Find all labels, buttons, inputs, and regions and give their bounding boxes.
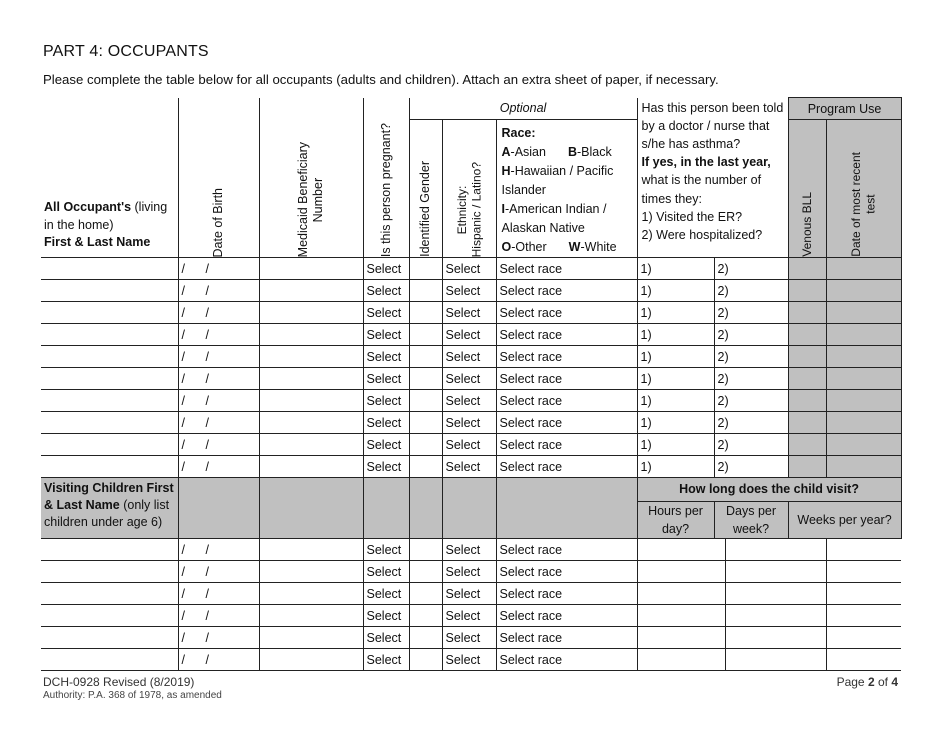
occupant-pregnant-select[interactable]: Select bbox=[363, 368, 409, 390]
occupant-race-select[interactable]: Select race bbox=[496, 456, 637, 478]
occupant-dob-field[interactable] bbox=[178, 456, 259, 478]
visitor-medicaid-field[interactable] bbox=[259, 649, 363, 671]
visitor-dob-field[interactable] bbox=[178, 583, 259, 605]
visitor-medicaid-field[interactable] bbox=[259, 561, 363, 583]
visitor-name-field[interactable] bbox=[41, 539, 178, 561]
medicaid-header: Medicaid Beneficiary Number bbox=[259, 98, 363, 258]
dob-header: Date of Birth bbox=[178, 98, 259, 258]
venous-bll-field bbox=[788, 302, 826, 324]
occupant-name-header: All Occupant's (living in the home) First & Last Name bbox=[41, 98, 178, 258]
page-title: PART 4: OCCUPANTS bbox=[43, 43, 209, 60]
visitor-gender-field[interactable] bbox=[409, 605, 442, 627]
date-slash: / bbox=[181, 349, 185, 364]
occupant-pregnant-select[interactable]: Select bbox=[363, 280, 409, 302]
date-slash: / bbox=[205, 371, 209, 386]
recent-test-field bbox=[826, 434, 901, 456]
occupant-medicaid-field[interactable] bbox=[259, 390, 363, 412]
shaded-cell bbox=[442, 478, 496, 539]
occupant-row bbox=[41, 324, 901, 346]
er-visits-field[interactable]: 1) bbox=[637, 302, 714, 324]
visitor-medicaid-field[interactable] bbox=[259, 627, 363, 649]
date-slash: / bbox=[181, 608, 185, 623]
date-slash: / bbox=[205, 586, 209, 601]
visitor-pregnant-select[interactable]: Select bbox=[363, 627, 409, 649]
recent-test-field bbox=[826, 368, 901, 390]
visitor-pregnant-select[interactable]: Select bbox=[363, 605, 409, 627]
occupant-race-select[interactable]: Select race bbox=[496, 434, 637, 456]
hospitalized-field[interactable]: 2) bbox=[714, 368, 788, 390]
visit-duration-header: How long does the child visit? bbox=[637, 478, 901, 502]
hours-per-day-field[interactable] bbox=[637, 539, 725, 561]
er-visits-field[interactable]: 1) bbox=[637, 258, 714, 280]
occupant-gender-field[interactable] bbox=[409, 390, 442, 412]
weeks-per-year-field[interactable] bbox=[826, 561, 901, 583]
date-slash: / bbox=[205, 542, 209, 557]
days-per-week-header: Days per week? bbox=[714, 502, 788, 539]
date-slash: / bbox=[205, 437, 209, 452]
occupant-row bbox=[41, 390, 901, 412]
hospitalized-field[interactable]: 2) bbox=[714, 434, 788, 456]
form-number: DCH-0928 Revised (8/2019) bbox=[43, 675, 195, 689]
er-visits-field[interactable]: 1) bbox=[637, 368, 714, 390]
occupant-medicaid-field[interactable] bbox=[259, 324, 363, 346]
occupant-gender-field[interactable] bbox=[409, 302, 442, 324]
occupant-name-field[interactable] bbox=[41, 434, 178, 456]
occupant-dob-field[interactable] bbox=[178, 434, 259, 456]
visitor-name-field[interactable] bbox=[41, 561, 178, 583]
visitor-dob-field[interactable] bbox=[178, 649, 259, 671]
visiting-child-row bbox=[41, 627, 901, 649]
occupants-table bbox=[41, 97, 902, 671]
occupant-ethnicity-select[interactable]: Select bbox=[442, 280, 496, 302]
visitor-medicaid-field[interactable] bbox=[259, 583, 363, 605]
days-per-week-field[interactable] bbox=[725, 539, 826, 561]
days-per-week-field[interactable] bbox=[725, 627, 826, 649]
hours-per-day-field[interactable] bbox=[637, 605, 725, 627]
date-slash: / bbox=[181, 371, 185, 386]
date-slash: / bbox=[181, 586, 185, 601]
occupant-pregnant-select[interactable]: Select bbox=[363, 434, 409, 456]
occupant-race-select[interactable]: Select race bbox=[496, 390, 637, 412]
occupant-name-field[interactable] bbox=[41, 346, 178, 368]
shaded-cell bbox=[363, 478, 409, 539]
occupant-gender-field[interactable] bbox=[409, 368, 442, 390]
occupant-name-field[interactable] bbox=[41, 390, 178, 412]
visitor-ethnicity-select[interactable]: Select bbox=[442, 539, 496, 561]
hospitalized-field[interactable]: 2) bbox=[714, 390, 788, 412]
date-slash: / bbox=[181, 305, 185, 320]
hours-per-day-field[interactable] bbox=[637, 649, 725, 671]
occupant-dob-field[interactable] bbox=[178, 390, 259, 412]
date-slash: / bbox=[181, 652, 185, 667]
date-slash: / bbox=[181, 327, 185, 342]
occupant-ethnicity-select[interactable]: Select bbox=[442, 258, 496, 280]
weeks-per-year-field[interactable] bbox=[826, 583, 901, 605]
er-visits-field[interactable]: 1) bbox=[637, 390, 714, 412]
venous-bll-field bbox=[788, 368, 826, 390]
date-slash: / bbox=[181, 459, 185, 474]
occupant-medicaid-field[interactable] bbox=[259, 258, 363, 280]
visitor-dob-field[interactable] bbox=[178, 605, 259, 627]
occupant-ethnicity-select[interactable]: Select bbox=[442, 346, 496, 368]
date-slash: / bbox=[205, 608, 209, 623]
occupant-race-select[interactable]: Select race bbox=[496, 302, 637, 324]
occupant-row bbox=[41, 368, 901, 390]
occupant-row bbox=[41, 456, 901, 478]
venous-bll-field bbox=[788, 324, 826, 346]
visitor-gender-field[interactable] bbox=[409, 583, 442, 605]
occupant-row bbox=[41, 434, 901, 456]
er-visits-field[interactable]: 1) bbox=[637, 324, 714, 346]
days-per-week-field[interactable] bbox=[725, 649, 826, 671]
occupant-medicaid-field[interactable] bbox=[259, 412, 363, 434]
race-key-header: Race: A-Asian B-Black H-Hawaiian / Pacific Islander I-American Indian / Alaskan Native O-Other W-White bbox=[496, 120, 637, 258]
occupant-row bbox=[41, 258, 901, 280]
occupant-race-select[interactable]: Select race bbox=[496, 412, 637, 434]
occupant-name-field[interactable] bbox=[41, 412, 178, 434]
days-per-week-field[interactable] bbox=[725, 605, 826, 627]
occupant-name-field[interactable] bbox=[41, 258, 178, 280]
occupant-race-select[interactable]: Select race bbox=[496, 258, 637, 280]
weeks-per-year-field[interactable] bbox=[826, 605, 901, 627]
recent-test-field bbox=[826, 280, 901, 302]
shaded-cell bbox=[496, 478, 637, 539]
visitor-dob-field[interactable] bbox=[178, 627, 259, 649]
visitor-name-field[interactable] bbox=[41, 627, 178, 649]
visitor-ethnicity-select[interactable]: Select bbox=[442, 627, 496, 649]
occupant-dob-field[interactable] bbox=[178, 302, 259, 324]
optional-header: Optional bbox=[409, 98, 637, 120]
visitor-race-select[interactable]: Select race bbox=[496, 605, 637, 627]
occupant-dob-field[interactable] bbox=[178, 258, 259, 280]
authority-note: Authority: P.A. 368 of 1978, as amended bbox=[43, 690, 222, 701]
occupant-gender-field[interactable] bbox=[409, 280, 442, 302]
occupant-row bbox=[41, 346, 901, 368]
visitor-ethnicity-select[interactable]: Select bbox=[442, 561, 496, 583]
date-slash: / bbox=[181, 437, 185, 452]
venous-bll-field bbox=[788, 434, 826, 456]
occupant-pregnant-select[interactable]: Select bbox=[363, 412, 409, 434]
venous-bll-field bbox=[788, 258, 826, 280]
occupant-race-select[interactable]: Select race bbox=[496, 280, 637, 302]
occupant-row bbox=[41, 302, 901, 324]
visitor-ethnicity-select[interactable]: Select bbox=[442, 605, 496, 627]
occupant-gender-field[interactable] bbox=[409, 258, 442, 280]
occupant-name-field[interactable] bbox=[41, 324, 178, 346]
visitor-medicaid-field[interactable] bbox=[259, 605, 363, 627]
visitor-gender-field[interactable] bbox=[409, 561, 442, 583]
instructions: Please complete the table below for all occupants (adults and children). Attach an extra sheet of paper, if necessary. bbox=[43, 72, 719, 87]
weeks-per-year-field[interactable] bbox=[826, 539, 901, 561]
date-slash: / bbox=[205, 349, 209, 364]
visitor-gender-field[interactable] bbox=[409, 627, 442, 649]
visiting-child-row bbox=[41, 561, 901, 583]
visitor-pregnant-select[interactable]: Select bbox=[363, 561, 409, 583]
occupant-name-field[interactable] bbox=[41, 280, 178, 302]
occupant-name-field[interactable] bbox=[41, 368, 178, 390]
days-per-week-field[interactable] bbox=[725, 561, 826, 583]
hospitalized-field[interactable]: 2) bbox=[714, 302, 788, 324]
recent-test-header: Date of most recent test bbox=[826, 120, 901, 258]
visitor-ethnicity-select[interactable]: Select bbox=[442, 649, 496, 671]
visitor-medicaid-field[interactable] bbox=[259, 539, 363, 561]
hours-per-day-field[interactable] bbox=[637, 561, 725, 583]
recent-test-field bbox=[826, 390, 901, 412]
occupant-race-select[interactable]: Select race bbox=[496, 368, 637, 390]
weeks-per-year-field[interactable] bbox=[826, 649, 901, 671]
occupant-name-field[interactable] bbox=[41, 302, 178, 324]
date-slash: / bbox=[205, 283, 209, 298]
hospitalized-field[interactable]: 2) bbox=[714, 456, 788, 478]
hospitalized-field[interactable]: 2) bbox=[714, 346, 788, 368]
weeks-per-year-field[interactable] bbox=[826, 627, 901, 649]
hospitalized-field[interactable]: 2) bbox=[714, 258, 788, 280]
occupant-gender-field[interactable] bbox=[409, 456, 442, 478]
visitor-pregnant-select[interactable]: Select bbox=[363, 583, 409, 605]
pregnant-header: Is this person pregnant? bbox=[363, 98, 409, 258]
date-slash: / bbox=[181, 261, 185, 276]
date-slash: / bbox=[181, 393, 185, 408]
asthma-question-header: Has this person been told by a doctor / nurse that s/he has asthma? If yes, in the last year, what is the number of times they: 1) Visited the ER? 2) Were hospitalized? bbox=[637, 98, 788, 258]
occupant-medicaid-field[interactable] bbox=[259, 368, 363, 390]
visitor-race-select[interactable]: Select race bbox=[496, 561, 637, 583]
visiting-children-header: Visiting Children First & Last Name (only list children under age 6) bbox=[41, 478, 178, 539]
visiting-child-row bbox=[41, 539, 901, 561]
occupant-pregnant-select[interactable]: Select bbox=[363, 324, 409, 346]
recent-test-field bbox=[826, 324, 901, 346]
occupant-dob-field[interactable] bbox=[178, 346, 259, 368]
date-slash: / bbox=[205, 261, 209, 276]
occupant-pregnant-select[interactable]: Select bbox=[363, 346, 409, 368]
occupant-gender-field[interactable] bbox=[409, 412, 442, 434]
visitor-pregnant-select[interactable]: Select bbox=[363, 539, 409, 561]
visitor-race-select[interactable]: Select race bbox=[496, 539, 637, 561]
date-slash: / bbox=[205, 327, 209, 342]
hours-per-day-field[interactable] bbox=[637, 583, 725, 605]
hospitalized-field[interactable]: 2) bbox=[714, 280, 788, 302]
visitor-dob-field[interactable] bbox=[178, 561, 259, 583]
occupant-pregnant-select[interactable]: Select bbox=[363, 456, 409, 478]
occupant-dob-field[interactable] bbox=[178, 324, 259, 346]
venous-bll-field bbox=[788, 280, 826, 302]
shaded-cell bbox=[259, 478, 363, 539]
recent-test-field bbox=[826, 346, 901, 368]
occupant-race-select[interactable]: Select race bbox=[496, 324, 637, 346]
hospitalized-field[interactable]: 2) bbox=[714, 324, 788, 346]
date-slash: / bbox=[181, 630, 185, 645]
occupant-row bbox=[41, 412, 901, 434]
recent-test-field bbox=[826, 302, 901, 324]
occupant-dob-field[interactable] bbox=[178, 412, 259, 434]
occupant-medicaid-field[interactable] bbox=[259, 434, 363, 456]
occupant-race-select[interactable]: Select race bbox=[496, 346, 637, 368]
occupant-row bbox=[41, 280, 901, 302]
occupant-pregnant-select[interactable]: Select bbox=[363, 302, 409, 324]
occupant-medicaid-field[interactable] bbox=[259, 280, 363, 302]
er-visits-field[interactable]: 1) bbox=[637, 346, 714, 368]
visitor-race-select[interactable]: Select race bbox=[496, 649, 637, 671]
date-slash: / bbox=[205, 564, 209, 579]
visitor-dob-field[interactable] bbox=[178, 539, 259, 561]
venous-bll-field bbox=[788, 456, 826, 478]
occupant-medicaid-field[interactable] bbox=[259, 302, 363, 324]
er-visits-field[interactable]: 1) bbox=[637, 456, 714, 478]
ethnicity-header: Ethnicity: Hispanic / Latino? bbox=[442, 120, 496, 258]
visitor-gender-field[interactable] bbox=[409, 649, 442, 671]
visitor-ethnicity-select[interactable]: Select bbox=[442, 583, 496, 605]
page-number: Page 2 of 4 bbox=[836, 675, 898, 689]
visiting-child-row bbox=[41, 583, 901, 605]
gender-header: Identified Gender bbox=[409, 120, 442, 258]
occupant-ethnicity-select[interactable]: Select bbox=[442, 368, 496, 390]
occupant-ethnicity-select[interactable]: Select bbox=[442, 390, 496, 412]
days-per-week-field[interactable] bbox=[725, 583, 826, 605]
venous-bll-field bbox=[788, 412, 826, 434]
date-slash: / bbox=[205, 630, 209, 645]
weeks-per-year-header: Weeks per year? bbox=[788, 502, 901, 539]
visitor-gender-field[interactable] bbox=[409, 539, 442, 561]
shaded-cell bbox=[178, 478, 259, 539]
occupant-dob-field[interactable] bbox=[178, 280, 259, 302]
date-slash: / bbox=[205, 652, 209, 667]
visitor-race-select[interactable]: Select race bbox=[496, 583, 637, 605]
visiting-child-row bbox=[41, 649, 901, 671]
venous-bll-field bbox=[788, 390, 826, 412]
occupant-pregnant-select[interactable]: Select bbox=[363, 258, 409, 280]
occupant-ethnicity-select[interactable]: Select bbox=[442, 412, 496, 434]
date-slash: / bbox=[181, 415, 185, 430]
recent-test-field bbox=[826, 456, 901, 478]
occupant-gender-field[interactable] bbox=[409, 346, 442, 368]
occupant-ethnicity-select[interactable]: Select bbox=[442, 434, 496, 456]
date-slash: / bbox=[205, 459, 209, 474]
occupant-pregnant-select[interactable]: Select bbox=[363, 390, 409, 412]
date-slash: / bbox=[205, 393, 209, 408]
recent-test-field bbox=[826, 412, 901, 434]
visiting-child-row bbox=[41, 605, 901, 627]
hours-per-day-field[interactable] bbox=[637, 627, 725, 649]
visitor-pregnant-select[interactable]: Select bbox=[363, 649, 409, 671]
date-slash: / bbox=[181, 542, 185, 557]
er-visits-field[interactable]: 1) bbox=[637, 280, 714, 302]
er-visits-field[interactable]: 1) bbox=[637, 434, 714, 456]
occupant-medicaid-field[interactable] bbox=[259, 346, 363, 368]
occupant-ethnicity-select[interactable]: Select bbox=[442, 302, 496, 324]
shaded-cell bbox=[409, 478, 442, 539]
occupant-medicaid-field[interactable] bbox=[259, 456, 363, 478]
occupant-dob-field[interactable] bbox=[178, 368, 259, 390]
venous-bll-field bbox=[788, 346, 826, 368]
visitor-name-field[interactable] bbox=[41, 649, 178, 671]
venous-bll-header: Venous BLL bbox=[788, 120, 826, 258]
occupant-name-field[interactable] bbox=[41, 456, 178, 478]
occupant-ethnicity-select[interactable]: Select bbox=[442, 324, 496, 346]
date-slash: / bbox=[205, 305, 209, 320]
date-slash: / bbox=[181, 564, 185, 579]
hours-per-day-header: Hours per day? bbox=[637, 502, 714, 539]
date-slash: / bbox=[181, 283, 185, 298]
occupant-gender-field[interactable] bbox=[409, 324, 442, 346]
program-use-header: Program Use bbox=[788, 98, 901, 120]
recent-test-field bbox=[826, 258, 901, 280]
visitor-name-field[interactable] bbox=[41, 605, 178, 627]
occupant-ethnicity-select[interactable]: Select bbox=[442, 456, 496, 478]
occupant-gender-field[interactable] bbox=[409, 434, 442, 456]
date-slash: / bbox=[205, 415, 209, 430]
visitor-name-field[interactable] bbox=[41, 583, 178, 605]
visitor-race-select[interactable]: Select race bbox=[496, 627, 637, 649]
hospitalized-field[interactable]: 2) bbox=[714, 412, 788, 434]
er-visits-field[interactable]: 1) bbox=[637, 412, 714, 434]
